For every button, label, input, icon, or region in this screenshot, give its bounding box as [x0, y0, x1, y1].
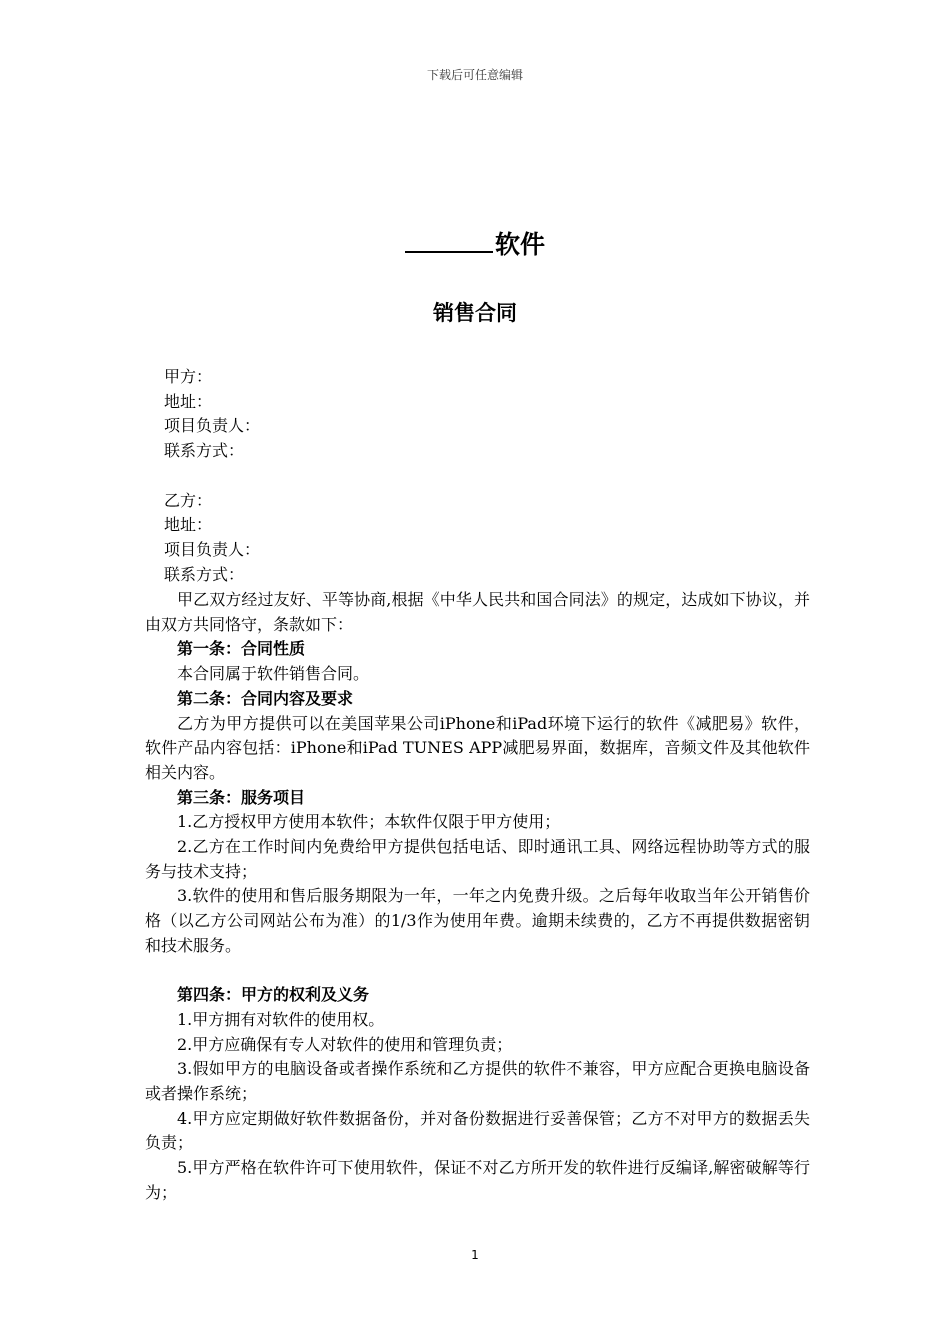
- party-b-manager: 项目负责人：: [164, 539, 261, 559]
- document-subtitle: 销售合同: [433, 301, 517, 325]
- parties-block: [164, 365, 260, 587]
- article1-paragraph: 本合同属于软件销售合同。: [177, 664, 370, 684]
- header-note: 下载后可任意编辑: [426, 68, 523, 82]
- title-text: 软件: [494, 230, 545, 259]
- party-b-label: 乙方：: [164, 490, 213, 510]
- party-b-contact: 联系方式：: [164, 564, 245, 584]
- page-number: 1: [471, 1248, 479, 1262]
- spacer: [145, 959, 810, 984]
- party-a-address: 地址：: [164, 391, 213, 411]
- article4-heading: 第四条：甲方的权利及义务: [177, 985, 370, 1005]
- party-a-manager: 项目负责人：: [164, 416, 261, 436]
- spacer: [164, 464, 260, 489]
- article3-item-2: 2.乙方在工作时间内免费给甲方提供包括电话、即时通讯工具、网络远程协助等方式的服务与技术支持；: [145, 837, 810, 881]
- article4-item-1: 1.甲方拥有对软件的使用权。: [177, 1009, 385, 1029]
- contract-body: [145, 588, 810, 1206]
- article1-heading: 第一条：合同性质: [177, 639, 306, 659]
- document-title: [0, 225, 950, 261]
- party-a-label: 甲方：: [164, 367, 213, 386]
- party-a-contact: 联系方式：: [164, 441, 245, 461]
- article4-item-2: 2.甲方应确保有专人对软件的使用和管理负责；: [177, 1034, 513, 1054]
- article3-heading: 第三条：服务项目: [177, 787, 306, 807]
- article2-heading: 第二条：合同内容及要求: [177, 688, 354, 708]
- article3-item-1: 1.乙方授权甲方使用本软件；本软件仅限于甲方使用；: [177, 812, 561, 832]
- article2-paragraph: 乙方为甲方提供可以在美国苹果公司iPhone和iPad环境下运行的软件《减肥易》软件，软件产品内容包括：iPhone和iPad TUNES APP减肥易界面，数据库，音频文件及其他软件相关内容。: [145, 713, 810, 782]
- title-blank-line: [405, 229, 493, 253]
- article3-item-3: 3.软件的使用和售后服务期限为一年，一年之内免费升级。之后每年收取当年公开销售价格（以乙方公司网站公布为准）的1/3作为使用年费。逾期未续费的，乙方不再提供数据密钥和技术服务。: [145, 886, 810, 955]
- party-b-address: 地址：: [164, 515, 213, 535]
- article4-item-5: 5.甲方严格在软件许可下使用软件，保证不对乙方所开发的软件进行反编译,解密破解等行为；: [145, 1158, 810, 1202]
- article4-item-4: 4.甲方应定期做好软件数据备份，并对备份数据进行妥善保管；乙方不对甲方的数据丢失负责；: [145, 1108, 810, 1153]
- article4-item-3: 3.假如甲方的电脑设备或者操作系统和乙方提供的软件不兼容，甲方应配合更换电脑设备或者操作系统；: [145, 1059, 810, 1104]
- intro-paragraph: 甲乙双方经过友好、平等协商,根据《中华人民共和国合同法》的规定，达成如下协议，并由双方共同恪守，条款如下：: [145, 590, 810, 634]
